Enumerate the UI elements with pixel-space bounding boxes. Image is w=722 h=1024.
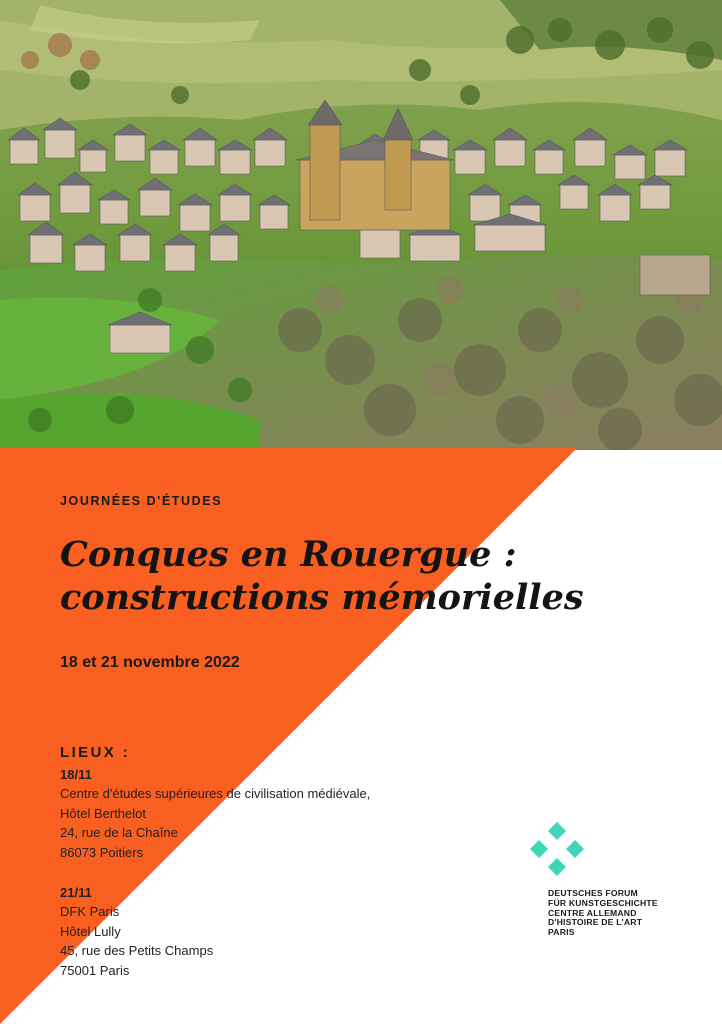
venue-date: 18/11 bbox=[60, 767, 92, 782]
event-dates: 18 et 21 novembre 2022 bbox=[60, 654, 240, 671]
village-photo bbox=[0, 0, 722, 450]
title-line-2: constructions mémorielles bbox=[60, 577, 584, 618]
venue-line: Hôtel Berthelot bbox=[60, 805, 146, 821]
venue-line: 86073 Poitiers bbox=[60, 844, 144, 860]
logo-line: DEUTSCHES FORUM bbox=[548, 888, 638, 898]
logo-line: PARIS bbox=[548, 927, 575, 938]
venue-line: Centre d'études supérieures de civilisation médiévale, bbox=[60, 786, 371, 801]
village-illustration bbox=[0, 0, 722, 450]
venue-line: DFK Paris bbox=[60, 904, 120, 919]
venue-paris bbox=[60, 884, 213, 980]
institution-logo-text bbox=[548, 889, 658, 938]
venue-poitiers bbox=[60, 766, 370, 862]
logo-diamonds bbox=[530, 822, 584, 876]
logo-line: FÜR KUNSTGESCHICHTE bbox=[548, 897, 658, 908]
logo-line: CENTRE ALLEMAND bbox=[548, 907, 637, 918]
title-line-1: Conques en Rouergue : bbox=[60, 534, 517, 575]
venue-line: 24, rue de la Chaîne bbox=[60, 825, 178, 840]
lieux-heading: LIEUX : bbox=[60, 744, 131, 761]
diamond-cluster-icon bbox=[530, 822, 584, 876]
poster-title bbox=[60, 533, 700, 619]
logo-line: D'HISTOIRE DE L'ART bbox=[548, 917, 643, 928]
venue-line: Hôtel Lully bbox=[60, 923, 121, 939]
venue-line: 75001 Paris bbox=[60, 962, 130, 978]
event-type-label: JOURNÉES D'ÉTUDES bbox=[60, 494, 223, 508]
venue-date: 21/11 bbox=[60, 885, 92, 900]
venue-line: 45, rue des Petits Champs bbox=[60, 943, 214, 958]
